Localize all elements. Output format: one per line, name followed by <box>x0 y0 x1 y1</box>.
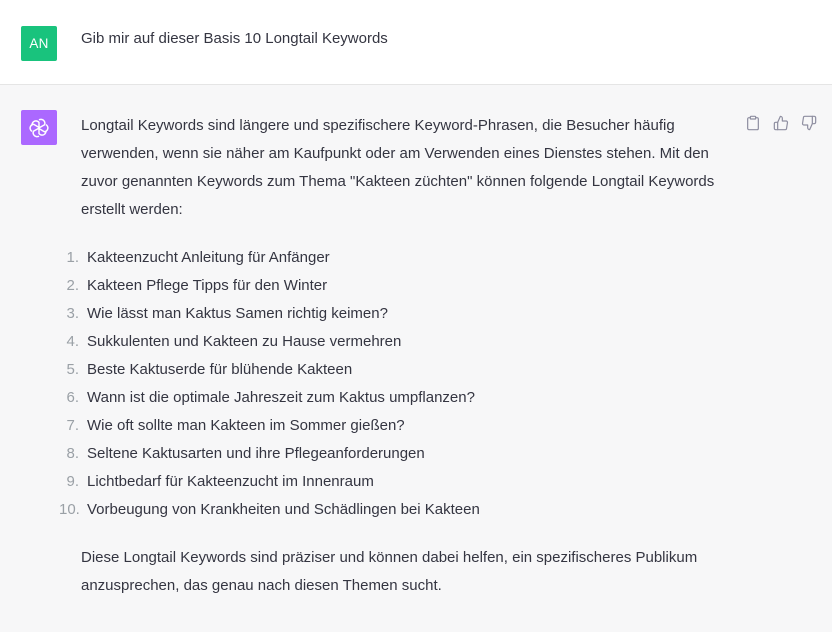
list-item-text: Kakteen Pflege Tipps für den Winter <box>87 277 328 294</box>
copy-button[interactable] <box>744 114 762 132</box>
list-number: 3. <box>66 305 79 322</box>
list-item <box>66 412 721 440</box>
assistant-message-row <box>0 85 832 632</box>
list-number: 4. <box>66 333 79 350</box>
intro-paragraph: Longtail Keywords sind längere und spezifischere Keyword-Phrasen, die Besucher häufig verwenden, wenn sie näher am Kaufpunkt oder am Verwenden eines Dienstes stehen. Mit den zuvor genannten Keywords zum Thema "Kakteen züchten" können folgende Longtail Keywords erstellt werden: <box>81 117 715 218</box>
list-item-text: Wie lässt man Kaktus Samen richtig keimen? <box>87 305 388 322</box>
list-number: 7. <box>66 417 79 434</box>
thumbs-down-icon <box>801 115 817 131</box>
list-item-text: Vorbeugung von Krankheiten und Schädlingen bei Kakteen <box>87 501 480 518</box>
list-number: 1. <box>66 249 79 266</box>
user-message-row <box>0 0 832 85</box>
list-item <box>66 272 721 300</box>
list-item-text: Wann ist die optimale Jahreszeit zum Kaktus umpflanzen? <box>87 389 475 406</box>
list-item-text: Lichtbedarf für Kakteenzucht im Innenraum <box>87 473 374 490</box>
keyword-list <box>59 244 721 524</box>
assistant-avatar <box>21 110 57 145</box>
list-number: 9. <box>66 473 79 490</box>
copy-icon <box>745 115 761 131</box>
list-item <box>66 356 721 384</box>
list-item <box>66 440 721 468</box>
list-item-text: Beste Kaktuserde für blühende Kakteen <box>87 361 353 378</box>
list-number: 5. <box>66 361 79 378</box>
list-item <box>66 244 721 272</box>
list-number: 2. <box>66 277 79 294</box>
list-item <box>66 384 721 412</box>
list-item-text: Sukkulenten und Kakteen zu Hause vermehren <box>87 333 402 350</box>
openai-logo-icon <box>28 117 50 139</box>
thumbs-down-button[interactable] <box>800 114 818 132</box>
list-item <box>66 300 721 328</box>
user-avatar: AN <box>21 26 57 61</box>
list-item <box>59 496 721 524</box>
outro-paragraph: Diese Longtail Keywords sind präziser und können dabei helfen, ein spezifischeres Publikum anzusprechen, das genau nach diesen Themen sucht. <box>81 549 698 594</box>
list-item-text: Wie oft sollte man Kakteen im Sommer gießen? <box>87 417 405 434</box>
user-message-text: Gib mir auf dieser Basis 10 Longtail Keywords <box>81 30 388 47</box>
list-item-text: Kakteenzucht Anleitung für Anfänger <box>87 249 330 266</box>
list-item <box>66 468 721 496</box>
list-number: 10. <box>59 501 80 518</box>
thumbs-up-button[interactable] <box>772 114 790 132</box>
thumbs-up-icon <box>773 115 789 131</box>
message-actions <box>744 114 818 132</box>
list-item-text: Seltene Kaktusarten und ihre Pflegeanforderungen <box>87 445 425 462</box>
assistant-message-content <box>59 112 721 600</box>
list-number: 8. <box>66 445 79 462</box>
list-item <box>66 328 721 356</box>
list-number: 6. <box>66 389 79 406</box>
